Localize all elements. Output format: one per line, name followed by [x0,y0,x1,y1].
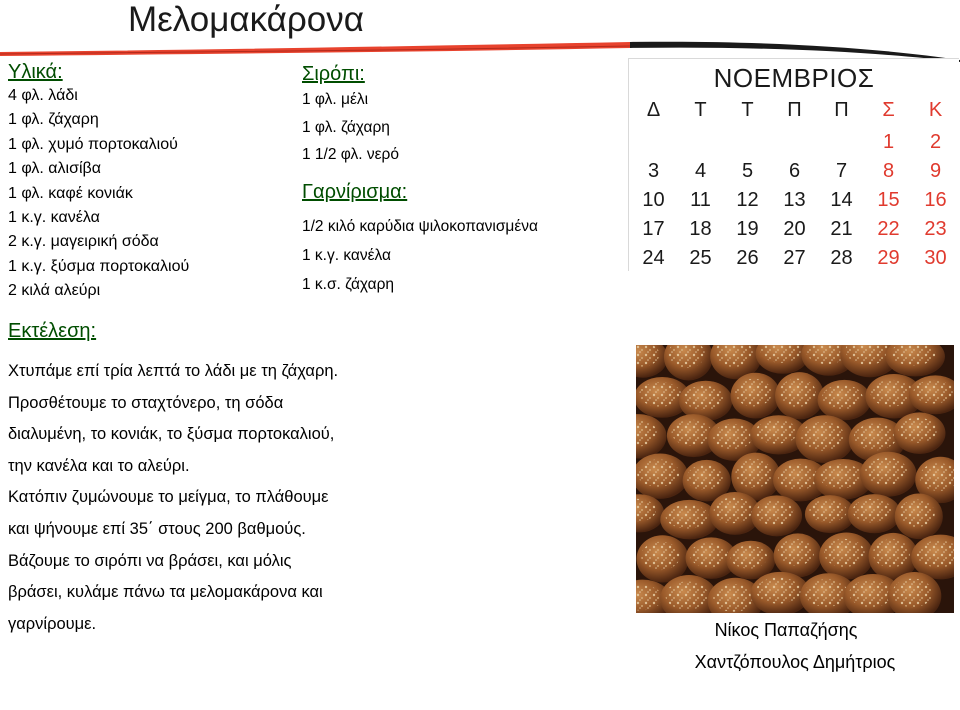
walnut-topping [809,500,846,523]
walnut-topping [778,539,814,565]
method-line: Προσθέτουμε το σταχτόνερο, τη σόδα [8,393,284,412]
syrup-list [302,86,399,169]
walnut-topping [687,465,723,490]
author-name-1: Νίκος Παπαζήσης [714,620,858,640]
walnut-topping [714,498,753,524]
garnish-list [302,212,538,299]
calendar-day: 18 [689,218,712,240]
walnut-topping [684,386,724,410]
walnut-topping [665,581,708,609]
walnut-topping [824,539,865,567]
calendar-day: 17 [642,218,665,240]
syrup-item: 1 φλ. μέλι [302,91,369,108]
ingredient-item: 4 φλ. λάδι [8,87,78,104]
walnut-topping [849,580,893,607]
garnish-item: 1 κ.σ. ζάχαρη [302,276,395,293]
calendar-weekday: Κ [928,99,943,121]
walnut-topping [690,543,728,568]
walnut-topping [735,459,772,488]
ingredient-item: 1 κ.γ. ξύσμα πορτοκαλιού [8,257,190,275]
calendar-day: 7 [835,160,848,182]
ingredients-heading: Υλικά: [8,61,63,83]
calendar-day: 13 [783,189,806,211]
calendar-day: 19 [736,218,759,240]
walnut-topping [666,505,710,529]
method-text [8,356,478,640]
ingredients-list [8,84,189,304]
method-line: και ψήνουμε επί 35΄ στους 200 βαθμούς. [8,519,306,538]
walnut-topping [756,578,801,604]
melomakarona-photo [636,345,954,613]
method-line: Χτυπάμε επί τρία λεπτά το λάδι με τη ζάχαρη. [8,362,339,380]
calendar-day: 5 [741,160,754,182]
ingredient-item: 2 κιλά αλεύρι [8,282,101,300]
method-line: Βάζουμε το σιρόπι να βράσει, και μόλις [8,551,292,570]
walnut-topping [822,385,862,409]
walnut-topping [712,424,752,449]
calendar-day: 9 [929,160,942,182]
calendar-day: 6 [788,160,801,182]
walnut-topping [913,380,953,403]
calendar-day: 27 [783,247,806,269]
walnut-topping [779,379,816,407]
calendar-weekday: Π [834,99,849,121]
walnut-topping [805,579,848,606]
method-line: βράσει, κυλάμε πάνω τα μελομακάρονα και [8,583,323,602]
walnut-topping [637,460,679,487]
calendar-day: 28 [830,247,853,269]
walnut-topping [735,379,772,406]
method-line: γαρνίρουμε. [8,614,97,633]
calendar-day: 15 [877,189,900,211]
walnut-topping [713,584,755,612]
walnut-topping [755,420,798,444]
calendar-day: 2 [929,131,942,153]
syrup-block [302,62,399,169]
method-line: διαλυμένη, το κονιάκ, το ξύσμα πορτοκαλιού, [8,425,335,444]
garnish-heading: Γαρνίρισμα: [302,181,408,203]
walnut-topping [730,545,767,568]
calendar-day: 4 [694,160,707,182]
walnut-topping [801,422,845,451]
calendar-weekday: Σ [882,99,895,121]
ingredient-item: 1 φλ. καφέ κονιάκ [8,184,133,202]
calendar-day: 10 [642,189,665,211]
method-line: Κατόπιν ζυμώνουμε το μείγμα, το πλάθουμε [8,488,329,507]
calendar-day: 20 [783,218,806,240]
walnut-topping [819,464,863,488]
walnut-topping [778,464,819,490]
syrup-heading: Σιρόπι: [302,63,365,85]
calendar-day: 3 [647,160,660,182]
syrup-item: 1 1/2 φλ. νερό [302,146,399,163]
calendar-weekday: Τ [694,99,707,121]
calendar-weekday: Π [787,99,802,121]
walnut-topping [873,539,910,567]
author-name-2: Χαντζόπουλος Δημήτριος [694,652,896,672]
garnish-item: 1/2 κιλό καρύδια ψιλοκοπανισμένα [302,218,538,235]
walnut-topping [871,380,914,407]
ingredient-item: 1 φλ. χυμό πορτοκαλιού [8,135,178,153]
calendar-day: 14 [830,189,853,211]
calendar-day: 11 [690,189,711,211]
calendar-month: ΝΟΕΜΒΡΙΟΣ [713,63,875,93]
walnut-topping [899,500,935,527]
calendar-day: 26 [736,247,759,269]
syrup-item: 1 φλ. ζάχαρη [302,118,390,136]
ingredient-item: 1 φλ. αλισίβα [8,160,101,178]
walnut-topping [892,579,932,608]
calendar-day: 1 [882,131,895,153]
calendar-weekday: Δ [646,99,661,121]
method-heading: Εκτέλεση: [8,320,97,342]
calendar-day: 24 [642,247,665,269]
walnut-topping [639,382,681,406]
calendar-day: 22 [877,218,900,240]
method-line: την κανέλα και το αλεύρι. [8,456,190,475]
walnut-topping [852,499,892,522]
walnut-topping [865,458,907,485]
calendar-day: 21 [830,218,853,240]
walnut-topping [641,542,680,570]
calendar-day: 8 [882,160,895,182]
walnut-topping [854,424,897,451]
ingredient-item: 2 κ.γ. μαγειρική σόδα [8,233,159,251]
walnut-topping [756,501,794,526]
calendar-day: 25 [689,247,712,269]
calendar [628,58,959,271]
calendar-weekday: Τ [741,99,754,121]
calendar-day: 16 [924,189,947,211]
page-title: Μελομακάρονα [128,0,365,39]
calendar-day: 23 [924,218,947,240]
calendar-day: 30 [924,247,947,269]
garnish-item: 1 κ.γ. κανέλα [302,247,392,264]
calendar-day: 29 [877,247,900,269]
calendar-day: 12 [736,189,759,211]
walnut-topping [898,418,937,443]
ingredient-item: 1 κ.γ. κανέλα [8,209,100,227]
walnut-topping [672,420,712,446]
ingredient-item: 1 φλ. ζάχαρη [8,111,99,129]
ingredients-block [8,60,189,304]
